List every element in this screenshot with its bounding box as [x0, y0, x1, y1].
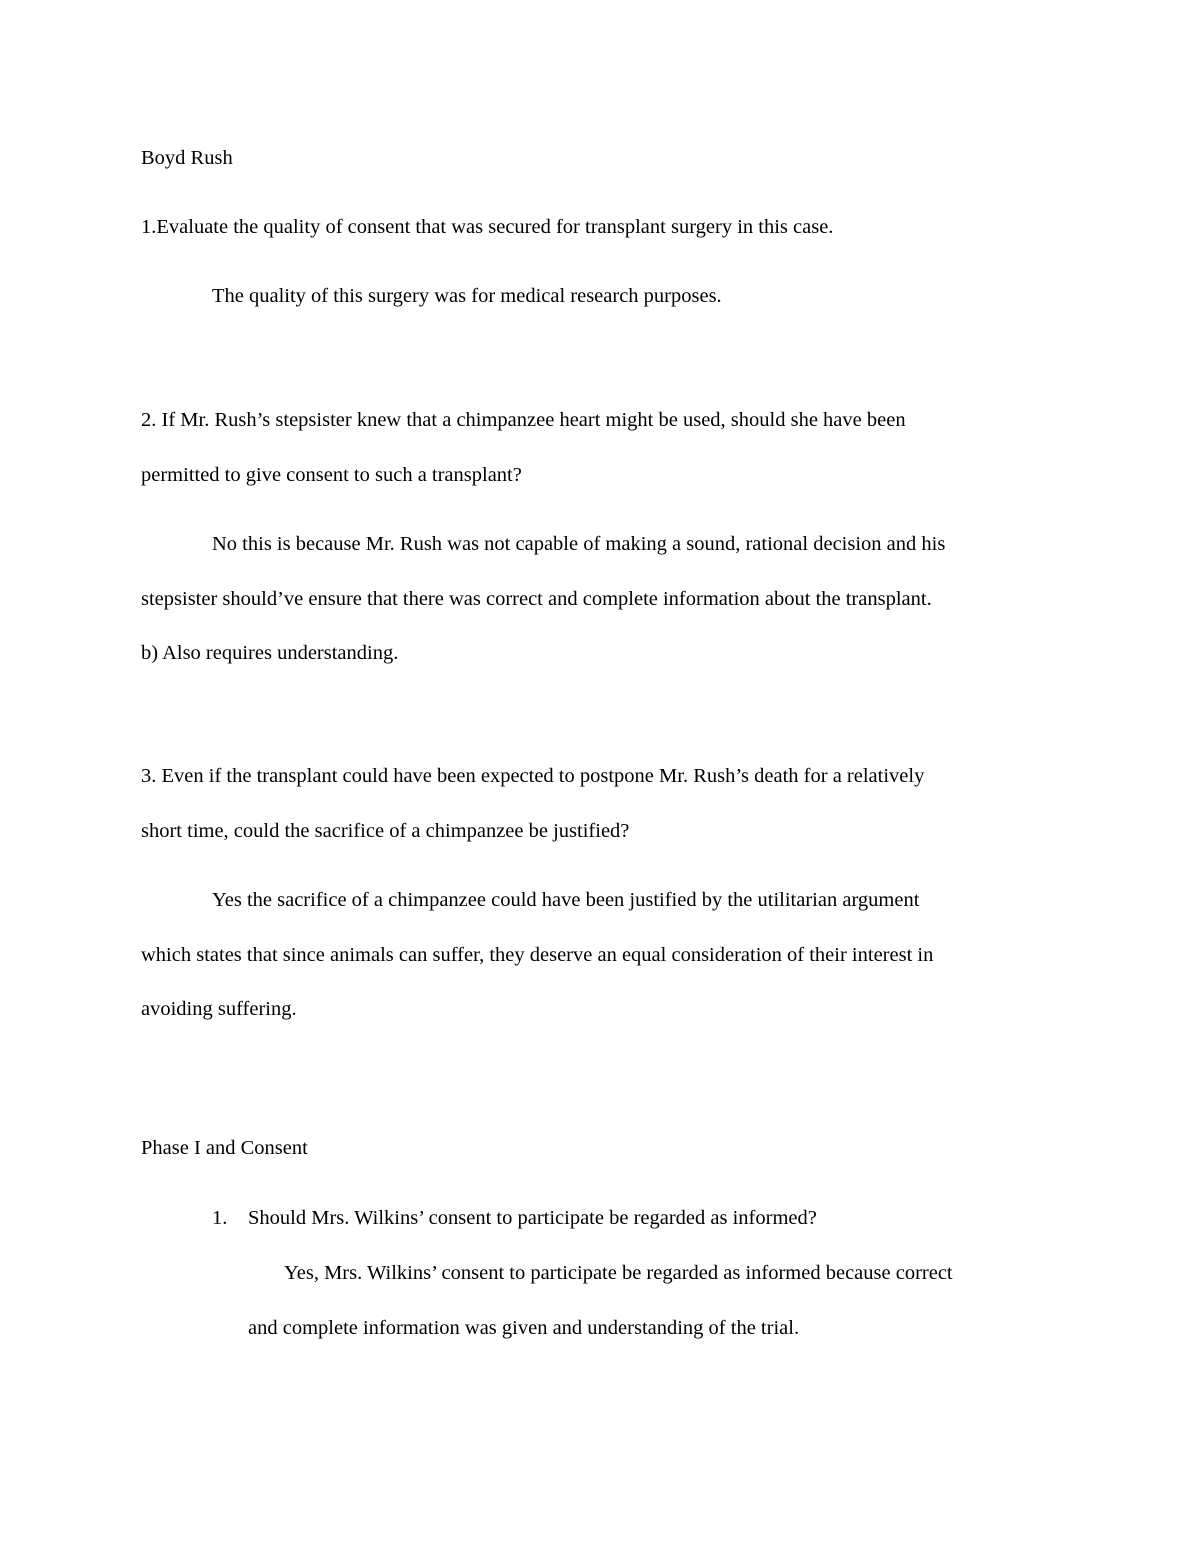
- question-2-line-1: 2. If Mr. Rush’s stepsister knew that a chimpanzee heart might be used, should she have been: [141, 409, 906, 431]
- list-number-1: 1.: [212, 1207, 228, 1229]
- answer-2-line-3: b) Also requires understanding.: [141, 642, 399, 664]
- phase-question-1: Should Mrs. Wilkins’ consent to participate be regarded as informed?: [248, 1207, 817, 1229]
- answer-2-line-1: No this is because Mr. Rush was not capable of making a sound, rational decision and his: [212, 533, 946, 555]
- phase-answer-1-line-1: Yes, Mrs. Wilkins’ consent to participate be regarded as informed because correct: [284, 1262, 953, 1284]
- section-title-boyd-rush: Boyd Rush: [141, 147, 233, 169]
- answer-3-line-3: avoiding suffering.: [141, 998, 297, 1020]
- answer-3-line-1: Yes the sacrifice of a chimpanzee could have been justified by the utilitarian argument: [212, 889, 920, 911]
- answer-2-line-2: stepsister should’ve ensure that there was correct and complete information about the transplant.: [141, 588, 932, 610]
- question-3-line-1: 3. Even if the transplant could have been expected to postpone Mr. Rush’s death for a relatively: [141, 765, 925, 787]
- question-1: 1.Evaluate the quality of consent that was secured for transplant surgery in this case.: [141, 216, 834, 238]
- answer-3-line-2: which states that since animals can suffer, they deserve an equal consideration of their interest in: [141, 944, 934, 966]
- question-3-line-2: short time, could the sacrifice of a chimpanzee be justified?: [141, 820, 630, 842]
- section-title-phase-1: Phase I and Consent: [141, 1137, 308, 1159]
- question-2-line-2: permitted to give consent to such a transplant?: [141, 464, 522, 486]
- answer-1: The quality of this surgery was for medical research purposes.: [212, 285, 722, 307]
- phase-answer-1-line-2: and complete information was given and understanding of the trial.: [248, 1317, 800, 1339]
